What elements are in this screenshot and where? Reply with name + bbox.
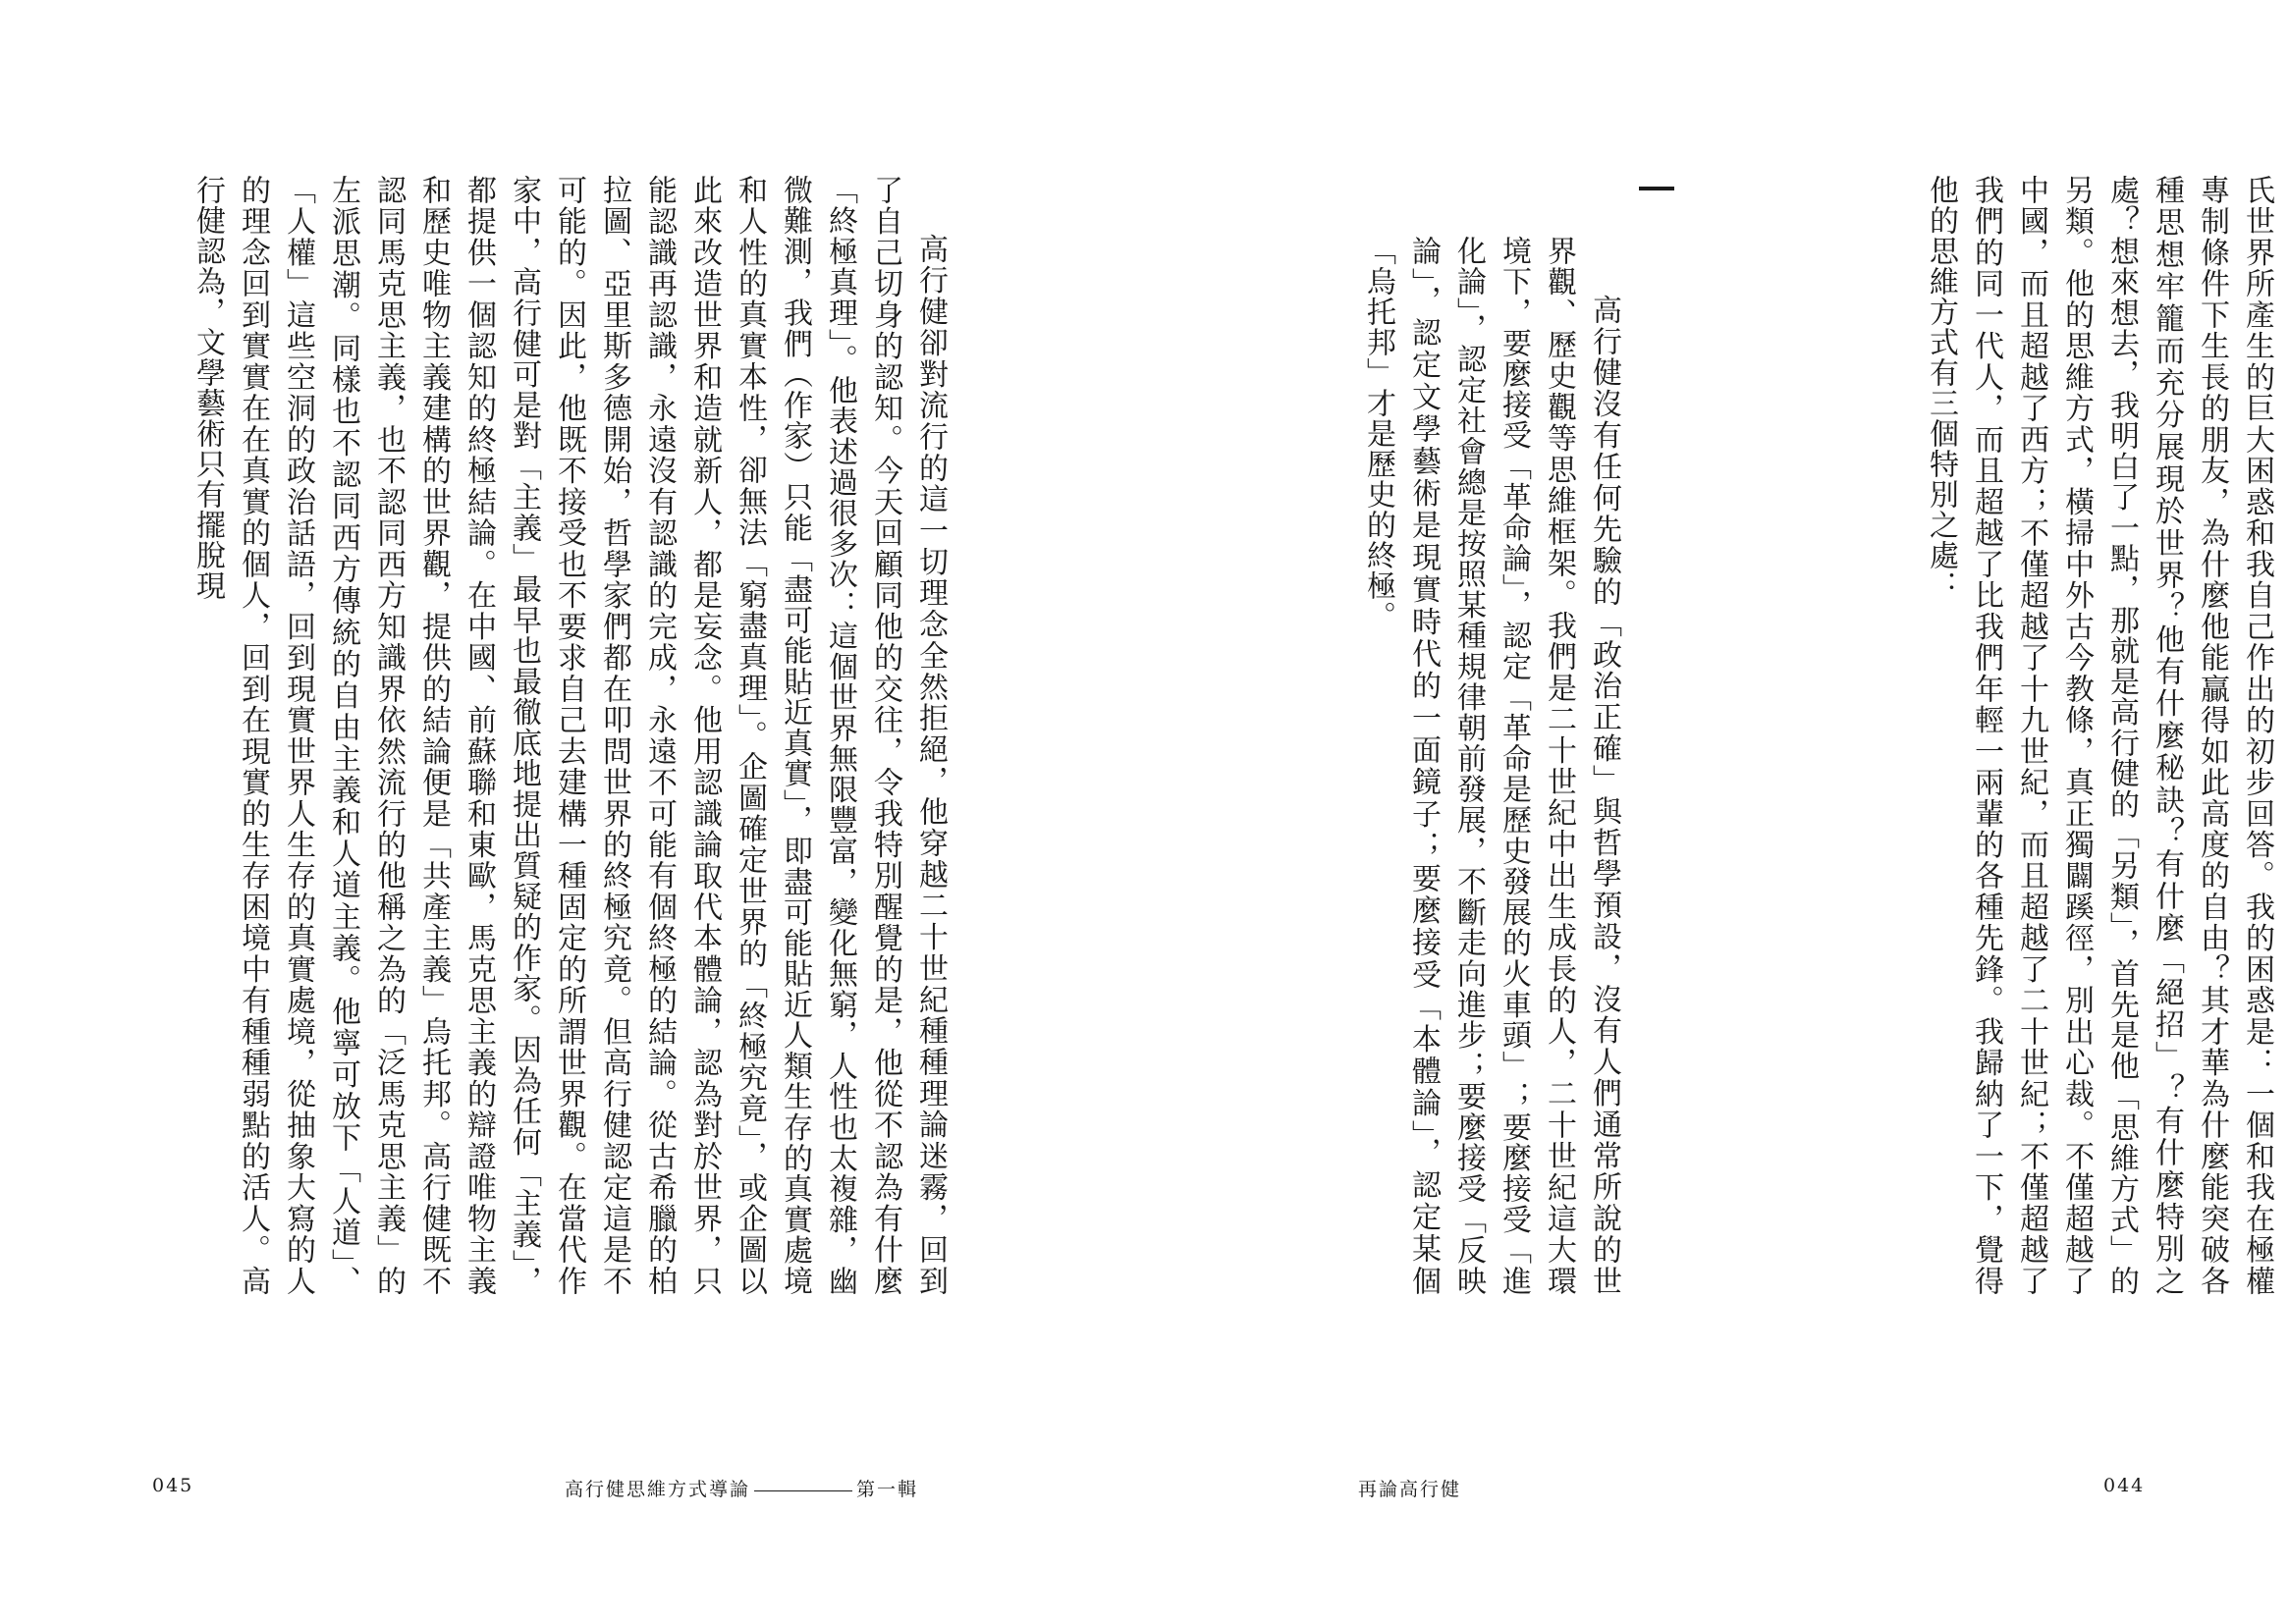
section-paragraph: 高行健沒有任何先驗的「政治正確」與哲學預設，沒有人們通常所說的世界觀、歷史觀等思維框架。我們是二十世紀中出生成長的人，二十世紀這大環境下，要麼接受「革命論」，認定「革命是歷史發展的火車頭」；要麼接受「進化論」，認定社會總是按照某種規律朝前發展，不斷走向進步；要麼接受「反映論」，認定文學藝術是現實時代的一面鏡子；要麼接受「本體論」，認定某個「烏托邦」才是歷史的終極。: [1361, 236, 1621, 1296]
opening-paragraph: 氏世界所產生的巨大困惑和我自己作出的初步回答。我的困惑是：一個和我在極權專制條件下生長的朋友，為什麼他能贏得如此高度的自由？其才華為什麼能突破各種思想牢籠而充分展現於世界？他有什麼秘訣？有什麼「絕招」？有什麼特別之處？想來想去，我明白了一點，那就是高行健的「另類」，首先是他「思維方式」的另類。他的思維方式，橫掃中外古今教條，真正獨闢蹊徑，別出心裁。不僅超越了中國，而且超越了西方；不僅超越了十九世紀，而且超越了二十世紀；不僅超越了我們的同一代人，而且超越了比我們年輕一兩輩的各種先鋒。我歸納了一下，覺得他的思維方式有三個特別之處：: [1924, 175, 2274, 1296]
running-header: [565, 1475, 918, 1501]
left-page-body: [147, 175, 953, 1296]
right-page-opening: [1729, 175, 2279, 1296]
section-number: [1633, 175, 1682, 204]
right-page: [1145, 0, 2289, 1624]
running-section: 第一輯: [856, 1479, 919, 1500]
body-paragraph: 高行健卻對流行的這一切理念全然拒絕，他穿越二十世紀種種理論迷霧，回到了自己切身的認知。今天回顧同他的交往，令我特別醒覺的是，他從不認為有什麼「終極真理」。他表述過很多次：這個世界無限豐富，變化無窮，人性也太複雜，幽微難測，我們（作家）只能「盡可能貼近真實」，即盡可能貼近人類生存的真實處境和人性的真實本性，卻無法「窮盡真理」。企圖確定世界的「終極究竟」，或企圖以此來改造世界和造就新人，都是妄念。他用認識論取代本體論，認為對於世界，只能認識再認識，永遠沒有認識的完成，永遠不可能有個終極的結論。從古希臘的柏拉圖、亞里斯多德開始，哲學家們都在叩問世界的終極究竟。但高行健認定這是不可能的。因此，他既不接受也不要求自己去建構一種固定的所謂世界觀。在當代作家中，高行健可是對「主義」最早也最徹底地提出質疑的作家。因為任何「主義」，都提供一個認知的終極結論。在中國、前蘇聯和東歐，馬克思主義的辯證唯物主義和歷史唯物主義建構的世界觀，提供的結論便是「共產主義」烏托邦。高行健既不認同馬克思主義，也不認同西方知識界依然流行的他稱之為的「泛馬克思主義」的左派思潮。同樣也不認同西方傳統的自由主義和人道主義。他寧可放下「人道」、「人權」這些空洞的政治話語，回到現實世界人生存的真實處境，從抽象大寫的人的理念回到實實在在真實的個人，回到在現實的生存困境中有種種弱點的活人。高行健認為，文學藝術只有擺脫現: [191, 175, 948, 1296]
left-page: [0, 0, 1144, 1624]
section-number-glyph: [1639, 187, 1674, 190]
page-number: 045: [152, 1475, 194, 1496]
right-page-section-body: [1351, 236, 1626, 1296]
header-rule: [754, 1490, 852, 1491]
running-title: 高行健思維方式導論: [565, 1479, 751, 1500]
page-number: 044: [2103, 1475, 2146, 1496]
running-title: 再論高行健: [1358, 1479, 1462, 1500]
